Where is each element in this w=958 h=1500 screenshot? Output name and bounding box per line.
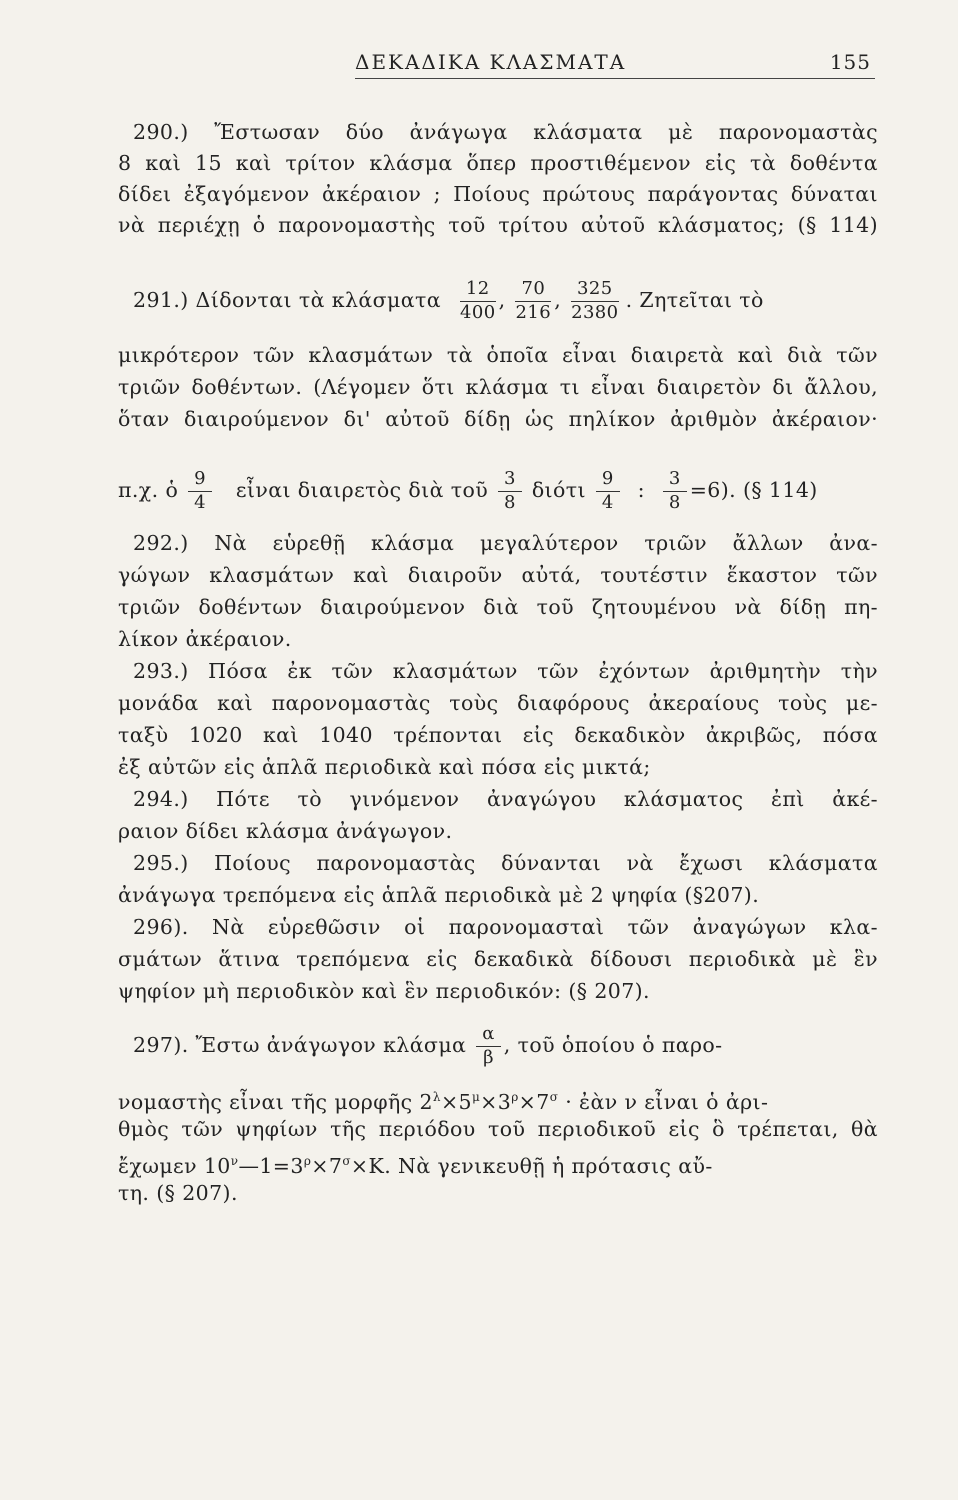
exercise-291-tail: . Ζητεῖται τὸ (625, 288, 764, 312)
exercise-296-line-3: ψηφίον μὴ περιοδικὸν καὶ ἓν περιοδικόν: (§ 207). (118, 979, 650, 1003)
exercise-294-line-1: 294.) Πότε τὸ γινόμενον ἀναγώγου κλάσματος ἐπὶ ἀκέ- (133, 787, 878, 811)
chapter-title: ΔΕΚΑΔΙΚΑ ΚΛΑΣΜΑΤΑ (355, 50, 627, 74)
fraction-alpha-beta: $\frac{\alpha}{\beta}$ (476, 1025, 501, 1068)
fraction-325-2380: $\frac{325}{2380}$ (571, 278, 619, 323)
exercise-297-line-3: θμὸς τῶν ψηφίων τῆς περιόδου τοῦ περιοδικοῦ εἰς ὃ τρέπεται, θὰ (118, 1117, 878, 1141)
exercise-290-line-3: δίδει ἐξαγόμενον ἀκέραιον ; Ποίους πρώτους παράγοντας δύναται (118, 182, 878, 206)
exercise-295-line-2: ἀνάγωγα τρεπόμενα εἰς ἁπλᾶ περιοδικὰ μὲ 2 ψηφία (§207). (118, 883, 760, 907)
exercise-291-line-1: 291.) Δίδονται τὰ κλάσματα $\frac{12}{400}$ , $\frac{70}{216}$ , $\frac{325}{2380}$ . Ζητεῖται τὸ (133, 278, 764, 323)
exercise-297-line-1: 297). Ἔστω ἀνάγωγον κλάσμα $\frac{\alpha}{\beta}$ , τοῦ ὁποίου ὁ παρο- (133, 1023, 723, 1068)
exercise-290-line-1: 290.) Ἔστωσαν δύο ἀνάγωγα κλάσματα μὲ παρονομαστὰς (133, 120, 878, 144)
exercise-293-line-4: ἐξ αὐτῶν εἰς ἁπλᾶ περιοδικὰ καὶ πόσα εἰς μικτά; (118, 755, 651, 779)
header-rule (355, 78, 875, 79)
exercise-293-line-1: 293.) Πόσα ἐκ τῶν κλασμάτων τῶν ἐχόντων ἀριθμητὴν τὴν (133, 659, 878, 683)
exercise-291-example: π.χ. ὁ $\frac{9}{4}$ εἶναι διαιρετὸς διὰ τοῦ $\frac{3}{8}$ διότι $\frac{9}{4}$ : $\frac{3}{8}$ =6). (§ 114) (118, 468, 818, 513)
exercise-292-line-1: 292.) Νὰ εὑρεθῇ κλάσμα μεγαλύτερον τριῶν ἄλλων ἀνα- (133, 531, 878, 555)
exercise-292-line-2: γώγων κλασμάτων καὶ διαιροῦν αὐτά, τουτέστιν ἕκαστον τῶν (118, 563, 878, 587)
exercise-291-lead: 291.) Δίδονται τὰ κλάσματα (133, 288, 441, 312)
exercise-292-line-4: λίκον ἀκέραιον. (118, 627, 292, 651)
exercise-297-line-5: τη. (§ 207). (118, 1181, 238, 1205)
exercise-297-line-2: νομαστὴς εἶναι τῆς μορφῆς $2^\lambda\times 5^\mu\times 3^\rho\times 7^\sigma$ · ἐὰν ν εἶναι ὁ ἀρι- (118, 1089, 769, 1114)
fraction-3-8: $\frac{3}{8}$ (498, 470, 522, 513)
exercise-296-line-2: σμάτων ἅτινα τρεπόμενα εἰς δεκαδικὰ δίδουσι περιοδικὰ μὲ ἓν (118, 947, 878, 971)
exercise-292-line-3: τριῶν δοθέντων διαιρούμενον διὰ τοῦ ζητουμένου νὰ δίδῃ πη- (118, 595, 878, 619)
page-number: 155 (829, 50, 871, 74)
exercise-291-line-4: ὅταν διαιρούμενον δι' αὐτοῦ δίδῃ ὡς πηλίκον ἀριθμὸν ἀκέραιον· (118, 407, 878, 431)
exercise-294-line-2: ραιον δίδει κλάσμα ἀνάγωγον. (118, 819, 453, 843)
fraction-9-4-b: $\frac{9}{4}$ (596, 470, 620, 513)
running-header (355, 50, 875, 80)
exercise-295-line-1: 295.) Ποίους παρονομαστὰς δύνανται νὰ ἔχωσι κλάσματα (133, 851, 878, 875)
fraction-70-216: $\frac{70}{216}$ (515, 278, 552, 323)
exercise-297-line-4: ἔχωμεν $10^\nu—1=3^\rho\times 7^\sigma\times K$. Νὰ γενικευθῇ ἡ πρότασις αὔ- (118, 1153, 713, 1178)
exercise-293-line-3: ταξὺ 1020 καὶ 1040 τρέπονται εἰς δεκαδικὸν ἀκριβῶς, πόσα (118, 723, 878, 747)
fraction-9-4: $\frac{9}{4}$ (188, 470, 212, 513)
exercise-296-line-1: 296). Νὰ εὑρεθῶσιν οἱ παρονομασταὶ τῶν ἀναγώγων κλα- (133, 915, 878, 939)
fraction-12-400: $\frac{12}{400}$ (459, 278, 496, 323)
exercise-291-line-3: τριῶν δοθέντων. (Λέγομεν ὅτι κλάσμα τι εἶναι διαιρετὸν δι ἄλλου, (118, 375, 878, 399)
exercise-291-line-2: μικρότερον τῶν κλασμάτων τὰ ὁποῖα εἶναι διαιρετὰ καὶ διὰ τῶν (118, 343, 878, 367)
fraction-3-8-b: $\frac{3}{8}$ (663, 470, 687, 513)
exercise-293-line-2: μονάδα καὶ παρονομαστὰς τοὺς διαφόρους ἀκεραίους τοὺς με- (118, 691, 878, 715)
exercise-290-line-4: νὰ περιέχῃ ὁ παρονομαστὴς τοῦ τρίτου αὐτοῦ κλάσματος; (§ 114) (118, 213, 878, 237)
exercise-290-line-2: 8 καὶ 15 καὶ τρίτον κλάσμα ὅπερ προστιθέμενον εἰς τὰ δοθέντα (118, 151, 878, 175)
